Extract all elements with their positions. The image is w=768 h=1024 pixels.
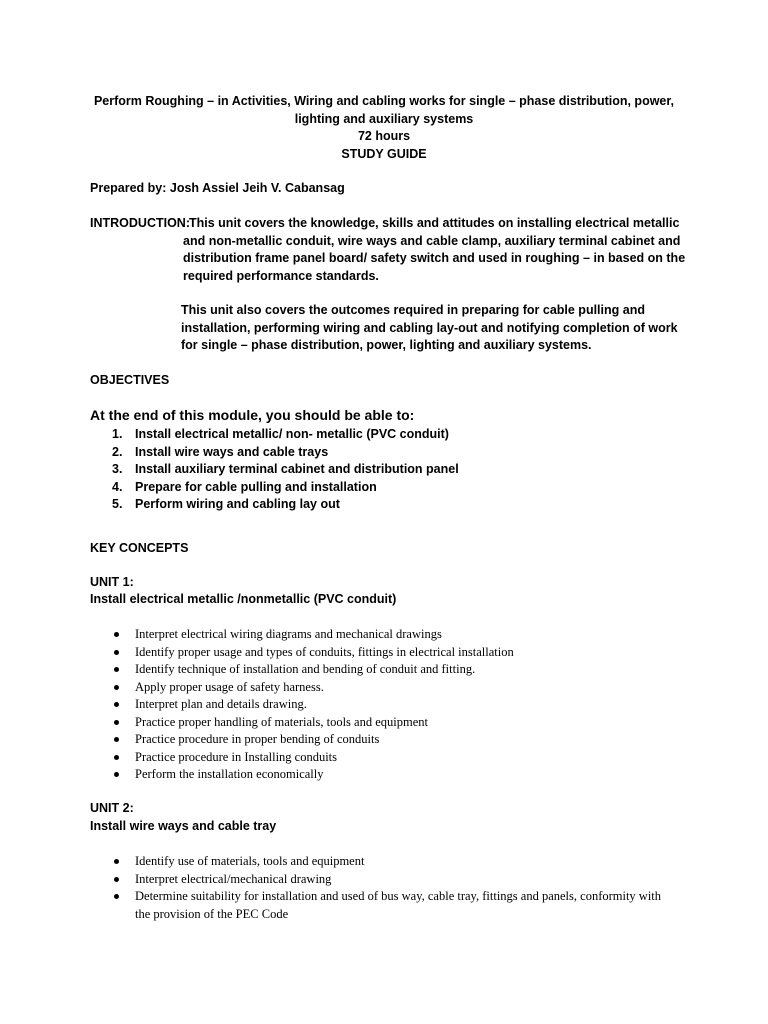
unit-1-list bbox=[90, 626, 514, 784]
prepared-by: Prepared by: Josh Assiel Jeih V. Cabansag bbox=[90, 181, 345, 195]
objective-number: 3. bbox=[112, 462, 123, 476]
list-item: Interpret plan and details drawing. bbox=[90, 696, 514, 714]
introduction-label: INTRODUCTION: bbox=[90, 216, 190, 230]
intro-line: This unit covers the knowledge, skills and attitudes on installing electrical metallic bbox=[189, 216, 680, 230]
list-item: Apply proper usage of safety harness. bbox=[90, 679, 514, 697]
list-item: Identify technique of installation and bending of conduit and fitting. bbox=[90, 661, 514, 679]
objective-number: 1. bbox=[112, 427, 123, 441]
objective-text: Prepare for cable pulling and installation bbox=[135, 479, 377, 494]
objective-text: Install electrical metallic/ non- metallic (PVC conduit) bbox=[135, 427, 449, 441]
objectives-heading: OBJECTIVES bbox=[90, 373, 170, 387]
unit-2-title: Install wire ways and cable tray bbox=[90, 819, 277, 833]
intro-line: This unit also covers the outcomes required in preparing for cable pulling and bbox=[181, 303, 645, 317]
doc-type: STUDY GUIDE bbox=[341, 146, 427, 161]
objective-text: Perform wiring and cabling lay out bbox=[135, 497, 340, 511]
intro-line: installation, performing wiring and cabling lay-out and notifying completion of work bbox=[181, 320, 678, 335]
unit-1-label: UNIT 1: bbox=[90, 575, 134, 589]
list-item: Perform the installation economically bbox=[90, 766, 514, 784]
objectives-lead: At the end of this module, you should be able to: bbox=[90, 407, 415, 423]
list-item: Interpret electrical wiring diagrams and mechanical drawings bbox=[90, 626, 514, 644]
objective-item bbox=[90, 426, 459, 444]
objective-item bbox=[90, 444, 459, 462]
list-item: Identify proper usage and types of conduits, fittings in electrical installation bbox=[90, 644, 514, 662]
objective-text: Install wire ways and cable trays bbox=[135, 444, 329, 459]
list-item: Practice proper handling of materials, tools and equipment bbox=[90, 714, 514, 732]
objective-item bbox=[90, 461, 459, 479]
list-item: Interpret electrical/mechanical drawing bbox=[90, 871, 675, 889]
unit-2-list bbox=[90, 853, 675, 923]
introduction-paragraph-1 bbox=[183, 215, 685, 285]
intro-line: and non-metallic conduit, wire ways and cable clamp, auxiliary terminal cabinet and bbox=[183, 233, 681, 248]
list-item: Practice procedure in Installing conduits bbox=[90, 749, 514, 767]
objectives-list bbox=[90, 426, 459, 514]
objective-item bbox=[90, 496, 459, 514]
list-item: Practice procedure in proper bending of conduits bbox=[90, 731, 514, 749]
objective-text: Install auxiliary terminal cabinet and distribution panel bbox=[135, 462, 459, 476]
duration: 72 hours bbox=[357, 129, 411, 143]
list-item: Identify use of materials, tools and equipment bbox=[90, 853, 675, 871]
list-item: Determine suitability for installation and used of bus way, cable tray, fittings and panels, conformity with the provision of the PEC Code bbox=[90, 888, 675, 923]
objective-number: 2. bbox=[112, 444, 123, 459]
title-block bbox=[80, 93, 688, 163]
objective-item bbox=[90, 479, 459, 497]
introduction-paragraph-2 bbox=[181, 302, 678, 355]
intro-line: distribution frame panel board/ safety switch and used in roughing – in based on the bbox=[183, 251, 686, 265]
unit-2-label: UNIT 2: bbox=[90, 801, 134, 815]
intro-line: required performance standards. bbox=[183, 268, 379, 283]
key-concepts-heading: KEY CONCEPTS bbox=[90, 541, 189, 555]
objective-number: 4. bbox=[112, 479, 123, 494]
objective-number: 5. bbox=[112, 497, 123, 511]
intro-line: for single – phase distribution, power, lighting and auxiliary systems. bbox=[181, 338, 592, 352]
unit-1-title: Install electrical metallic /nonmetallic (PVC conduit) bbox=[90, 592, 397, 606]
title-line-2: lighting and auxiliary systems bbox=[294, 111, 474, 126]
title-line-1: Perform Roughing – in Activities, Wiring and cabling works for single – phase distribution, power, bbox=[93, 94, 675, 108]
